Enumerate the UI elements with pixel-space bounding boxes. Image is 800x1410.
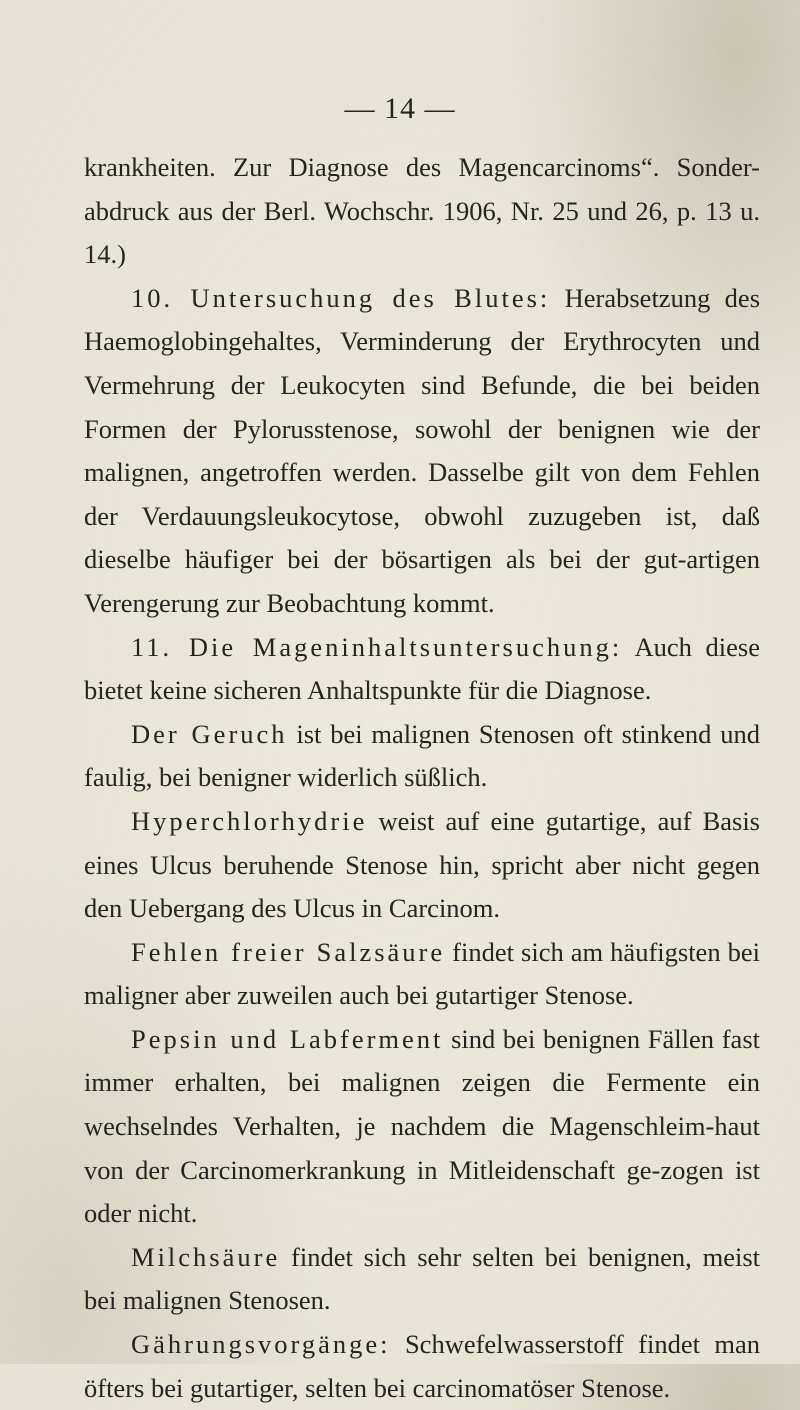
paragraph-text: ist bei malignen Stenosen oft stinkend und faulig, bei benigner widerlich süßlich. (84, 718, 761, 793)
paragraph-reference-continuation (84, 146, 760, 277)
paragraph-text: krankheiten. Zur Diagnose des Magencarcinoms“. Sonder-abdruck aus der Berl. Wochschr. 1906, Nr. 25 und 26, p. 13 u. 14.) (84, 152, 760, 270)
paragraph-blood-examination (84, 277, 760, 626)
page-number: — 14 — (344, 92, 456, 125)
paragraph-text: findet sich sehr selten bei benignen, meist bei malignen Stenosen. (84, 1241, 760, 1316)
term-heading: Fehlen freier Salzsäure (131, 936, 446, 967)
paragraph-stomach-content-examination (84, 626, 760, 713)
paragraph-smell (84, 713, 760, 800)
paragraph-text: findet sich am häufigsten bei maligner aber zuweilen auch bei gutartiger Stenose. (84, 936, 760, 1011)
paragraph-free-hydrochloric-acid (84, 931, 760, 1018)
paragraph-text: sind bei benignen Fällen fast immer erhalten, bei malignen zeigen die Fermente ein wechselndes Verhalten, je nachdem die Magenschleim-haut von der Carcinomerkrankung in Mitleidenschaft ge-zogen ist oder nicht. (84, 1023, 760, 1229)
paragraph-fermentation (84, 1323, 760, 1410)
term-heading: Pepsin und Labferment (131, 1023, 444, 1054)
section-heading: 11. Die Mageninhaltsuntersuchung: (131, 631, 623, 662)
paragraph-text: weist auf eine gutartige, auf Basis eines Ulcus beruhende Stenose hin, spricht aber nicht gegen den Uebergang des Ulcus in Carcinom. (84, 805, 760, 924)
term-heading: Gährungsvorgänge: (131, 1329, 391, 1360)
term-heading: Milchsäure (131, 1241, 281, 1272)
paragraph-hyperchlorhydria (84, 800, 760, 931)
paragraph-text: Herabsetzung des Haemoglobingehaltes, Verminderung der Erythrocyten und Vermehrung der Leukocyten sind Befunde, die bei beiden Formen der Pylorusstenose, sowohl der benignen wie der malignen, angetroffen werden. Dasselbe gilt von dem Fehlen der Verdauungsleukocytose, obwohl zuzugeben ist, daß dieselbe häufiger bei der bösartigen als bei der gut-artigen Verengerung zur Beobachtung kommt. (84, 282, 761, 618)
section-heading: 10. Untersuchung des Blutes: (131, 282, 551, 313)
term-heading: Der Geruch (131, 718, 288, 749)
term-heading: Hyperchlorhydrie (131, 805, 368, 836)
body-text (84, 146, 760, 1410)
paragraph-lactic-acid (84, 1236, 760, 1323)
paragraph-pepsin-labferment (84, 1018, 760, 1236)
paragraph-text: Schwefelwasserstoff findet man öfters bei gutartiger, selten bei carcinomatöser Stenose. (84, 1329, 760, 1403)
paragraph-text: Auch diese bietet keine sicheren Anhaltspunkte für die Diagnose. (84, 631, 760, 706)
